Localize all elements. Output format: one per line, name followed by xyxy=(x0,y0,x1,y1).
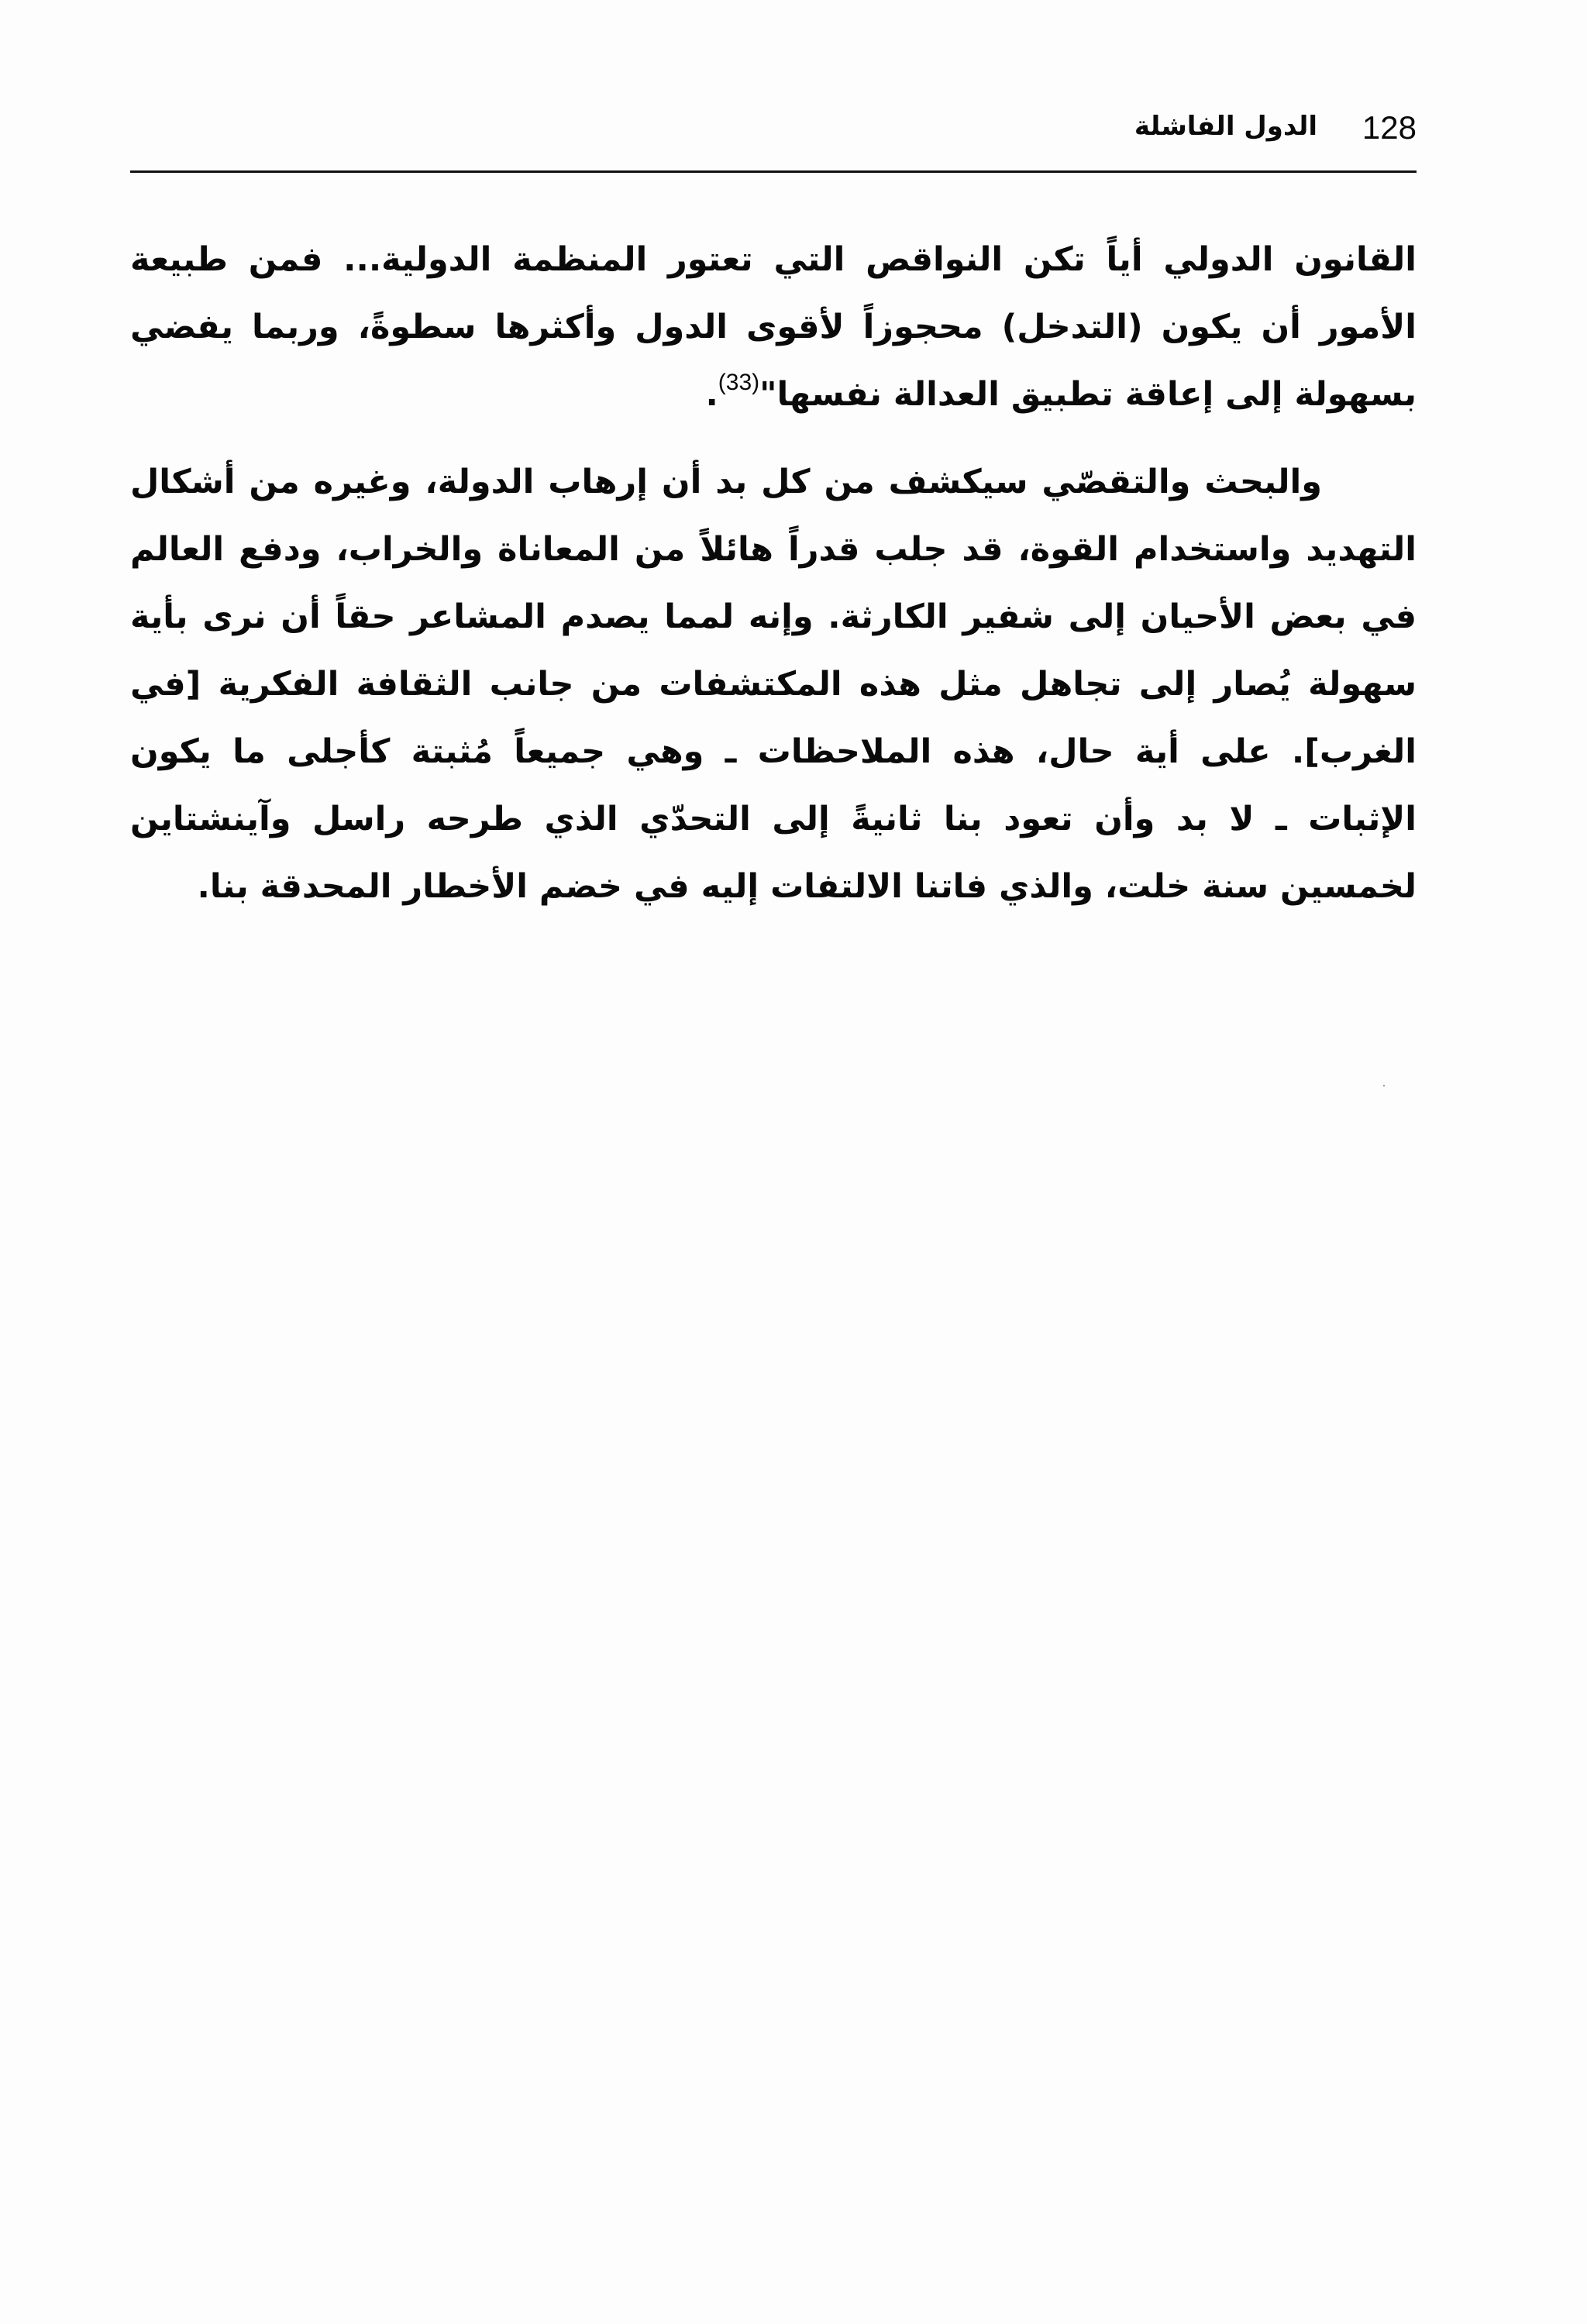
paragraph-text: القانون الدولي أياً تكن النواقص التي تعتور المنظمة الدولية... فمن طبيعة الأمور أن يكون (التدخل) محجوزاً لأقوى الدول وأكثرها سطوةً، وربما يفضي بسهولة إلى إعاقة تطبيق العدالة نفسها" xyxy=(130,240,1417,414)
running-title: الدول الفاشلة xyxy=(1134,111,1317,142)
body-text xyxy=(130,226,1417,921)
footnote-reference: (33) xyxy=(718,370,760,395)
paragraph-quote-ending xyxy=(130,226,1417,429)
paragraph-end-mark: . xyxy=(705,375,718,414)
scan-speck xyxy=(1383,1085,1385,1086)
page-header xyxy=(130,107,1417,157)
page-number: 128 xyxy=(1362,109,1417,146)
paragraph-main: والبحث والتقصّي سيكشف من كل بد أن إرهاب الدولة، وغيره من أشكال التهديد واستخدام القوة، قد جلب قدراً هائلاً من المعاناة والخراب، ودفع العالم في بعض الأحيان إلى شفير الكارثة. وإنه لمما يصدم المشاعر حقاً أن نرى بأية سهولة يُصار إلى تجاهل مثل هذه المكتشفات من جانب الثقافة الفكرية [في الغرب]. على أية حال، هذه الملاحظات ـ وهي جميعاً مُثبتة كأجلى ما يكون الإثبات ـ لا بد وأن تعود بنا ثانيةً إلى التحدّي الذي طرحه راسل وآينشتاين لخمسين سنة خلت، والذي فاتنا الالتفات إليه في خضم الأخطار المحدقة بنا. xyxy=(130,463,1417,906)
header-divider xyxy=(130,170,1417,173)
